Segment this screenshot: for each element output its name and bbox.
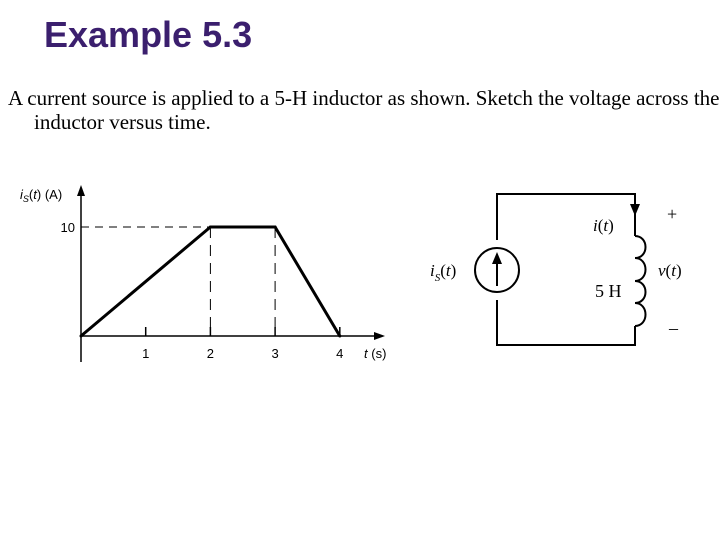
x-axis-arrow: [374, 332, 385, 340]
plus-sign: +: [667, 204, 678, 224]
waveform-point-2: [274, 226, 277, 229]
x-tick-label-4: 4: [336, 346, 344, 361]
current-label: i(t): [593, 216, 614, 235]
current-waveform-graph: [20, 185, 386, 362]
x-tick-label-1: 1: [142, 346, 150, 361]
waveform-point-3: [338, 335, 341, 338]
x-axis-label: t (s): [364, 346, 387, 361]
inductance-label: 5 H: [595, 281, 622, 301]
voltage-label: v(t): [658, 261, 682, 280]
y-axis-label: $i_S(t)$ (A): [20, 187, 63, 204]
waveform-point-1: [209, 226, 212, 229]
x-tick-label-3: 3: [271, 346, 279, 361]
y-label-subscript: S: [22, 194, 29, 204]
waveform-point-0: [80, 335, 83, 338]
y-tick-label-10: 10: [60, 220, 75, 235]
slide-title: Example 5.3: [44, 14, 253, 55]
graph-marks: [61, 220, 344, 361]
inductor-coil: [635, 236, 646, 326]
minus-sign: –: [669, 318, 678, 338]
current-direction-arrow: [630, 204, 640, 216]
source-label: $i_S(t)$: [430, 261, 457, 284]
y-axis-arrow: [77, 185, 85, 196]
circuit-diagram: [430, 194, 682, 345]
problem-statement: A current source is applied to a 5-H inductor as shown. Sketch the voltage across the inductor versus time.: [8, 86, 720, 134]
x-tick-label-2: 2: [206, 346, 215, 361]
